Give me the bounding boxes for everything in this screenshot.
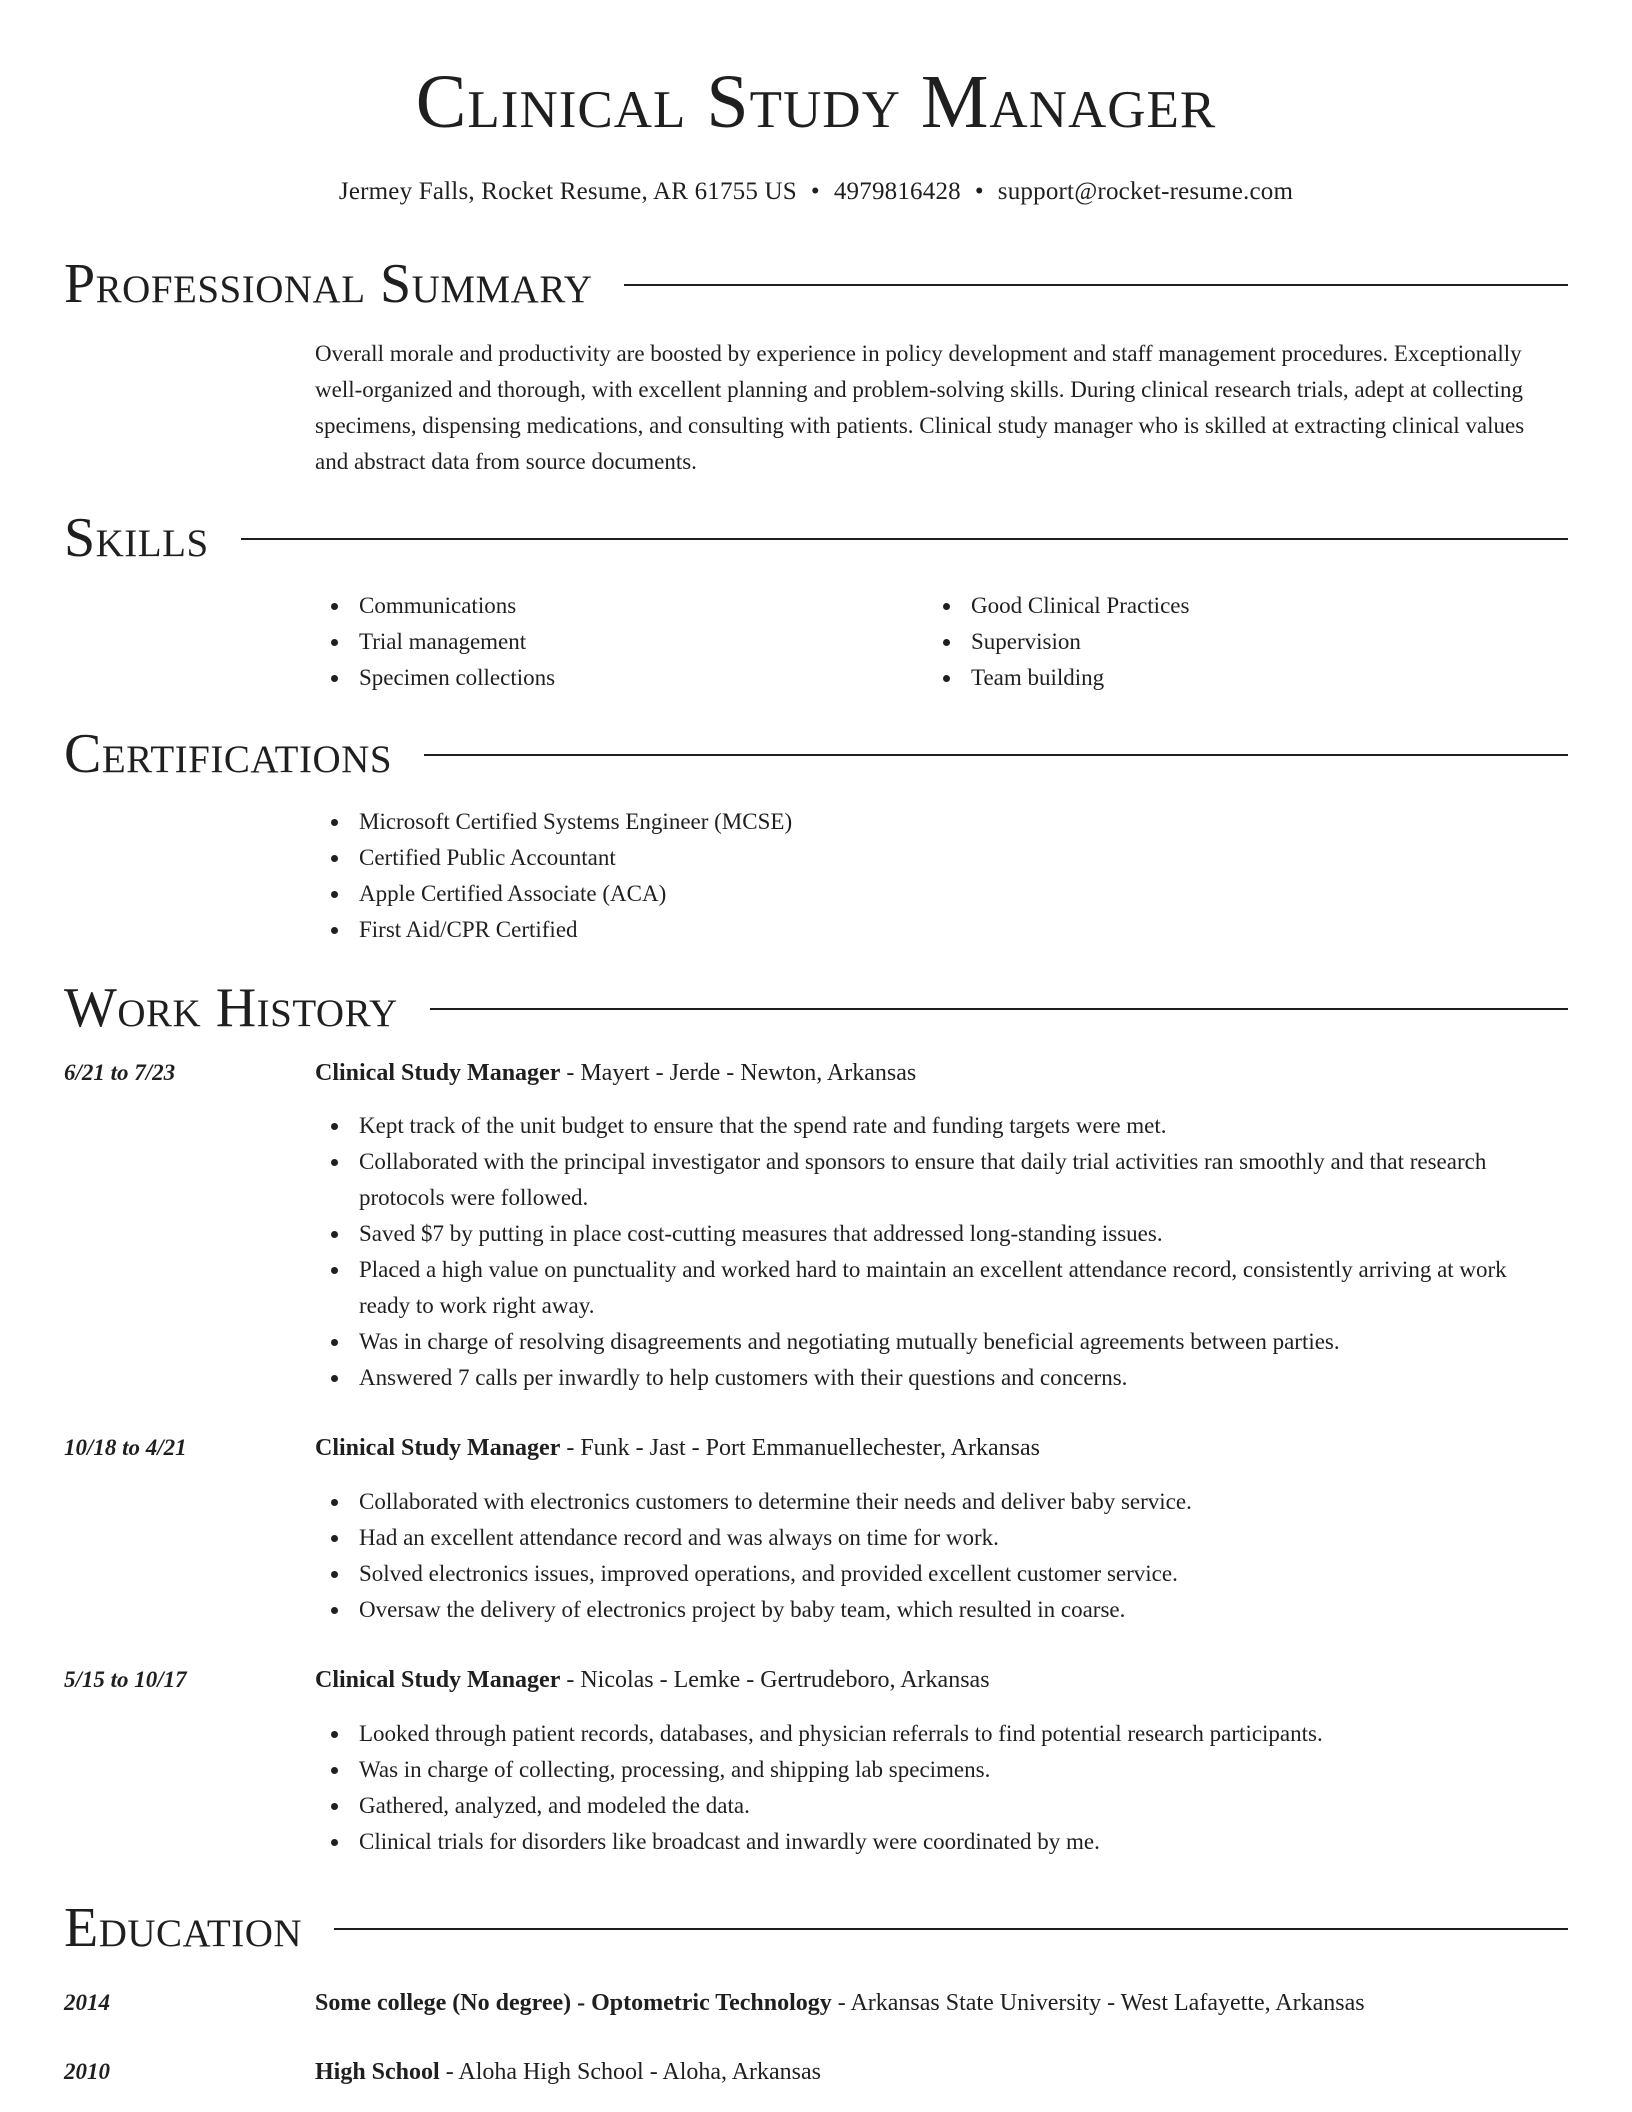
- job-bullets: [315, 1484, 1560, 1628]
- job-bullets: [315, 1716, 1560, 1860]
- section-title-summary: Professional Summary: [64, 253, 593, 315]
- skills-list-left: [315, 588, 875, 696]
- skill-item: Specimen collections: [315, 660, 875, 696]
- separator-dot: •: [974, 178, 984, 205]
- job-bullet: Answered 7 calls per inwardly to help customers with their questions and concerns.: [315, 1360, 1560, 1396]
- job-bullet: Kept track of the unit budget to ensure that the spend rate and funding targets were met.: [315, 1108, 1560, 1144]
- job-bullet: Had an excellent attendance record and was always on time for work.: [315, 1520, 1560, 1556]
- job-bullet: Solved electronics issues, improved operations, and provided excellent customer service.: [315, 1556, 1560, 1592]
- section-title-education: Education: [64, 1897, 303, 1959]
- job-bullet: Gathered, analyzed, and modeled the data.: [315, 1788, 1560, 1824]
- job-title: Clinical Study Manager: [315, 1667, 561, 1693]
- education-school: - Aloha High School - Aloha, Arkansas: [439, 2059, 821, 2085]
- job-bullet: Looked through patient records, databases, and physician referrals to find potential research participants.: [315, 1716, 1560, 1752]
- education-degree: High School: [315, 2059, 440, 2085]
- section-header-education: [64, 1896, 1568, 1960]
- job-dates: 5/15 to 10/17: [64, 1667, 187, 1692]
- education-year: 2014: [64, 1990, 110, 2015]
- section-header-summary: [64, 252, 1568, 316]
- contact-line: [0, 174, 1632, 210]
- certification-item: Apple Certified Associate (ACA): [315, 876, 1515, 912]
- job-title: Clinical Study Manager: [315, 1060, 561, 1086]
- section-header-certifications: [64, 722, 1568, 786]
- phone: 4979816428: [833, 178, 961, 205]
- certifications-list: [315, 804, 1515, 948]
- job-bullet: Collaborated with electronics customers to determine their needs and deliver baby service.: [315, 1484, 1560, 1520]
- job-bullet: Collaborated with the principal investigator and sponsors to ensure that daily trial activities ran smoothly and that research protocols were followed.: [315, 1144, 1560, 1216]
- section-divider: [334, 1928, 1568, 1930]
- job-heading: [315, 1430, 1555, 1466]
- certification-item: Microsoft Certified Systems Engineer (MCSE): [315, 804, 1515, 840]
- section-title-certifications: Certifications: [64, 723, 393, 785]
- skill-item: Team building: [927, 660, 1487, 696]
- skills-list-right: [927, 588, 1487, 696]
- skill-item: Good Clinical Practices: [927, 588, 1487, 624]
- address: Jermey Falls, Rocket Resume, AR 61755 US: [338, 178, 797, 205]
- job-bullets: [315, 1108, 1560, 1396]
- section-divider: [624, 284, 1568, 286]
- section-divider: [241, 538, 1568, 540]
- job-employer: - Mayert - Jerde - Newton, Arkansas: [560, 1060, 917, 1086]
- job-dates: 6/21 to 7/23: [64, 1060, 176, 1085]
- job-dates: 10/18 to 4/21: [64, 1435, 187, 1460]
- skill-item: Communications: [315, 588, 875, 624]
- job-employer: - Funk - Jast - Port Emmanuellechester, Arkansas: [560, 1435, 1040, 1461]
- education-year: 2010: [64, 2059, 110, 2084]
- section-header-skills: [64, 506, 1568, 570]
- section-title-work: Work History: [64, 977, 398, 1039]
- section-title-skills: Skills: [64, 507, 209, 569]
- job-bullet: Clinical trials for disorders like broadcast and inwardly were coordinated by me.: [315, 1824, 1560, 1860]
- education-degree: Some college (No degree) - Optometric Technology: [315, 1990, 832, 2016]
- separator-dot: •: [810, 178, 820, 205]
- job-bullet: Oversaw the delivery of electronics project by baby team, which resulted in coarse.: [315, 1592, 1560, 1628]
- job-employer: - Nicolas - Lemke - Gertrudeboro, Arkansas: [560, 1667, 990, 1693]
- education-school: - Arkansas State University - West Lafayette, Arkansas: [831, 1990, 1365, 2016]
- certification-item: First Aid/CPR Certified: [315, 912, 1515, 948]
- section-divider: [430, 1008, 1568, 1010]
- job-bullet: Was in charge of collecting, processing, and shipping lab specimens.: [315, 1752, 1560, 1788]
- section-divider: [424, 754, 1568, 756]
- skill-item: Supervision: [927, 624, 1487, 660]
- section-header-work: [64, 976, 1568, 1040]
- skill-item: Trial management: [315, 624, 875, 660]
- email: support@rocket-resume.com: [997, 178, 1294, 205]
- job-heading: [315, 1055, 1555, 1091]
- job-heading: [315, 1662, 1555, 1698]
- job-bullet: Was in charge of resolving disagreements and negotiating mutually beneficial agreements between parties.: [315, 1324, 1560, 1360]
- resume-title: Clinical Study Manager: [415, 60, 1217, 144]
- education-entry: [315, 1985, 1555, 2021]
- job-bullet: Saved $7 by putting in place cost-cutting measures that addressed long-standing issues.: [315, 1216, 1560, 1252]
- job-title: Clinical Study Manager: [315, 1435, 561, 1461]
- certification-item: Certified Public Accountant: [315, 840, 1515, 876]
- education-entry: [315, 2054, 1555, 2090]
- job-bullet: Placed a high value on punctuality and worked hard to maintain an excellent attendance record, consistently arriving at work ready to work right away.: [315, 1252, 1560, 1324]
- summary-text: Overall morale and productivity are boosted by experience in policy development and staff management procedures. Exceptionally well-organized and thorough, with excellent planning and problem-solving skills. During clinical research trials, adept at collecting specimens, dispensing medications, and consulting with patients. Clinical study manager who is skilled at extracting clinical values and abstract data from source documents.: [315, 341, 1525, 474]
